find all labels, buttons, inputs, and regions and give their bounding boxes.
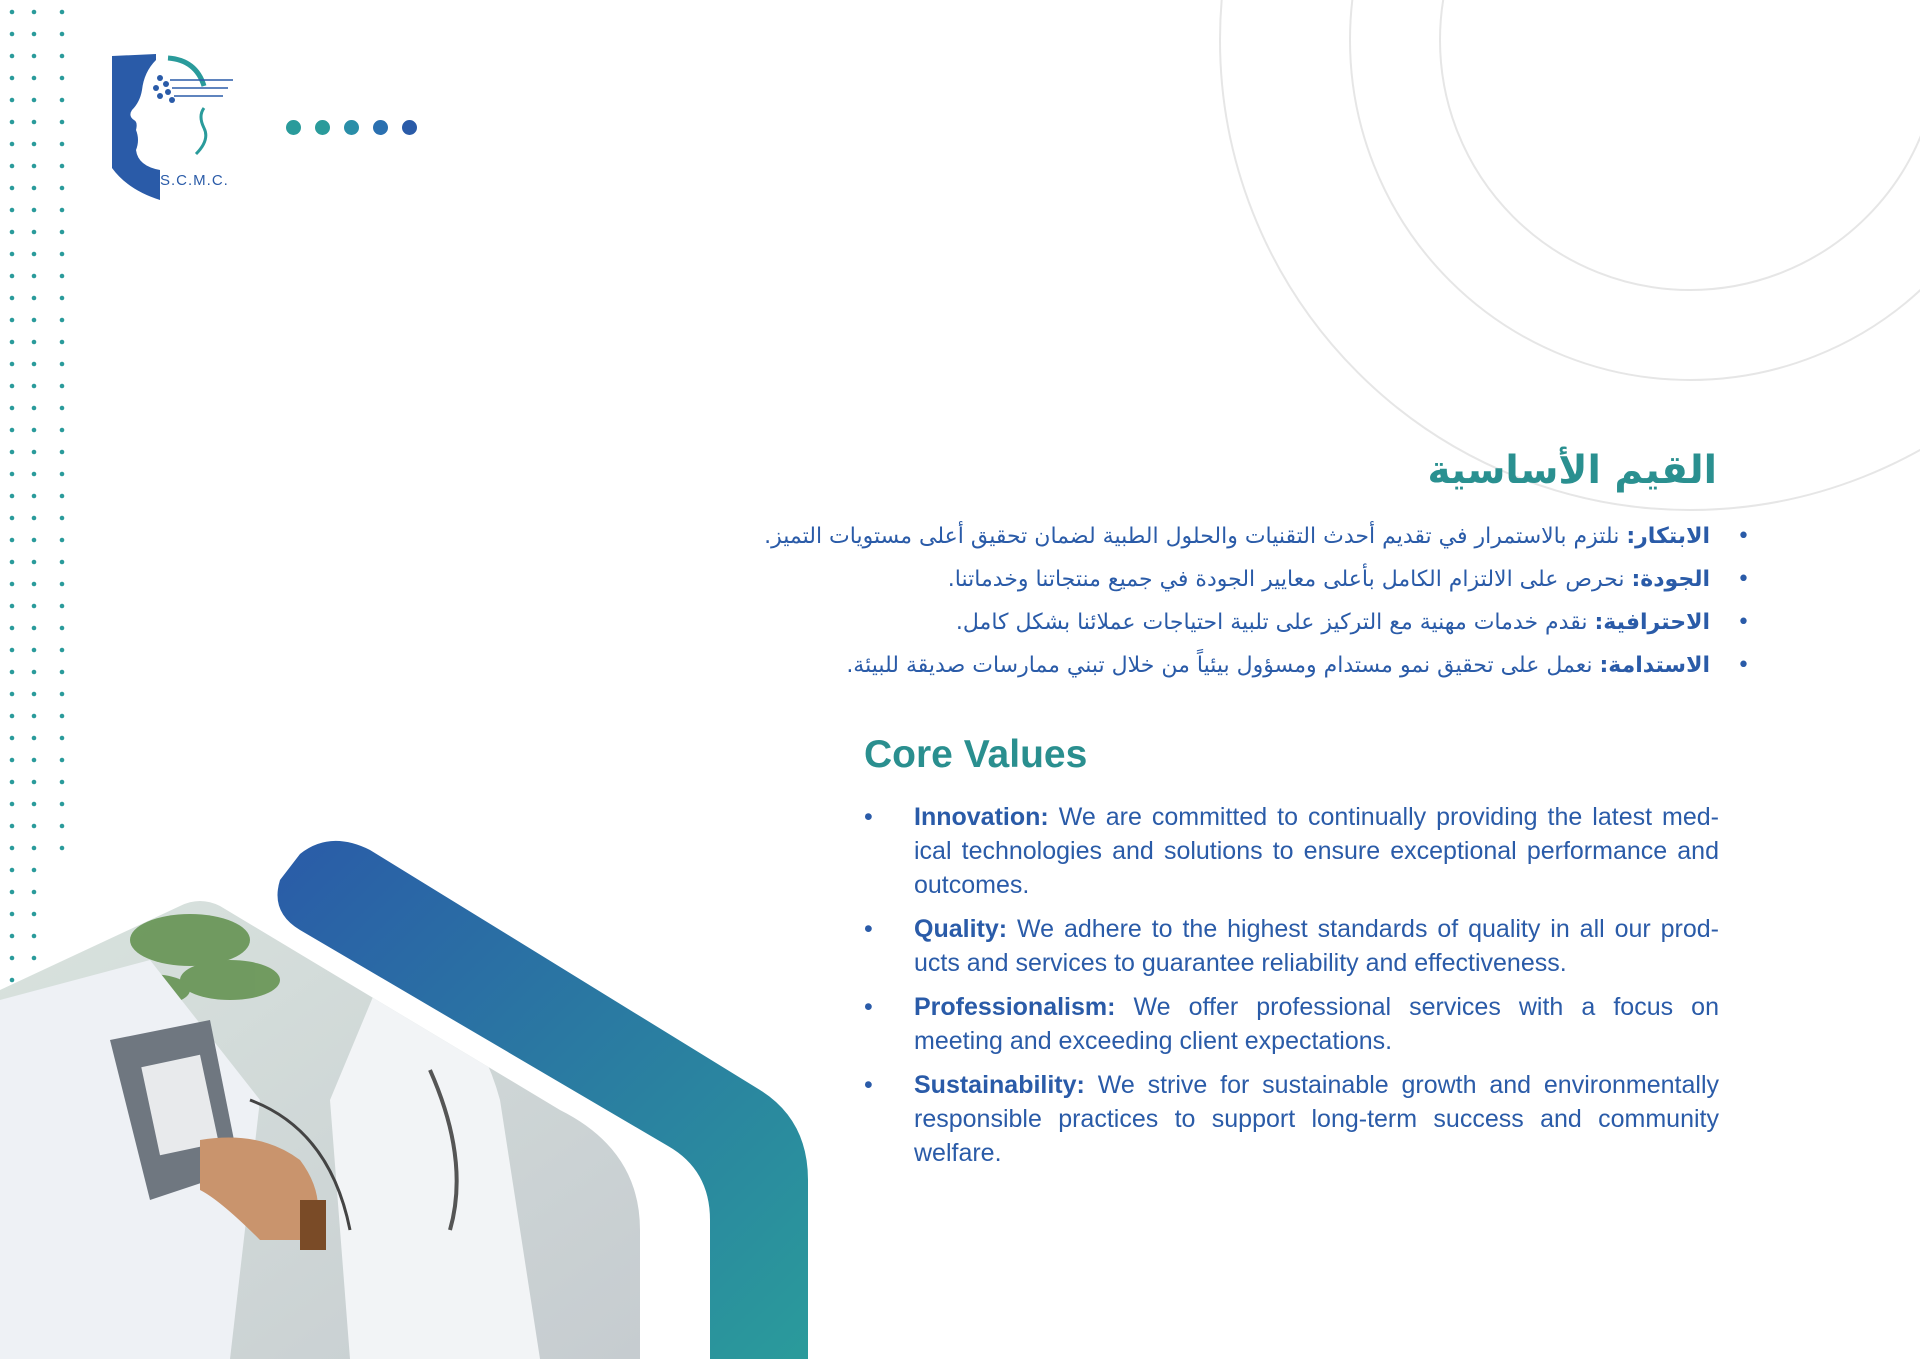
decor-dot (32, 560, 37, 565)
value-term: Innovation: (914, 803, 1049, 831)
decor-dot (32, 780, 37, 785)
value-term: الاستدامة: (1599, 653, 1710, 678)
value-text: We adhere to the highest standards of quality in all our prod-ucts and services to guarantee reliability and effectiveness. (914, 915, 1719, 977)
header-dots (286, 120, 417, 135)
decor-dot (32, 582, 37, 587)
bullet: • (864, 1071, 873, 1099)
list-item (864, 990, 1719, 1058)
bullet: • (1737, 610, 1750, 635)
decor-dot (10, 802, 15, 807)
value-term: الجودة: (1631, 567, 1710, 592)
list-item (864, 800, 1719, 902)
decor-dot (10, 582, 15, 587)
decor-dot (10, 780, 15, 785)
decor-dot (32, 736, 37, 741)
value-term: Professionalism: (914, 993, 1116, 1021)
bullet: • (864, 803, 873, 831)
decor-dot (32, 758, 37, 763)
value-text: نحرص على الالتزام الكامل بأعلى معايير الجودة في جميع منتجاتنا وخدماتنا. (947, 567, 1632, 592)
logo-text: S.C.M.C. (160, 172, 229, 189)
header-dot (315, 120, 330, 135)
decor-dot (60, 780, 65, 785)
bullet: • (1737, 567, 1750, 592)
list-item (550, 601, 1750, 644)
value-term: Sustainability: (914, 1071, 1085, 1099)
decor-dot (60, 582, 65, 587)
decor-dot (60, 758, 65, 763)
decor-dot (60, 714, 65, 719)
decor-dot (60, 626, 65, 631)
header-dot (402, 120, 417, 135)
decor-dot (32, 626, 37, 631)
doctor-photo (0, 900, 640, 1359)
decor-dot (32, 692, 37, 697)
value-text: نلتزم بالاستمرار في تقديم أحدث التقنيات والحلول الطبية لضمان تحقيق أعلى مستويات التميز. (764, 524, 1627, 549)
value-text: We are committed to continually providing the latest med-ical technologies and solutions to ensure exceptional performance and outcomes. (914, 803, 1719, 899)
header-dot (344, 120, 359, 135)
bullet: • (864, 993, 873, 1021)
decor-dot (60, 604, 65, 609)
value-text: We strive for sustainable growth and environmentally responsible practices to support long-term success and community welfare. (914, 1071, 1719, 1167)
decor-dot (32, 648, 37, 653)
value-term: الاحترافية: (1594, 610, 1710, 635)
decor-dot (32, 670, 37, 675)
english-values-list (864, 800, 1719, 1180)
list-item (864, 912, 1719, 980)
decor-dot (60, 648, 65, 653)
decor-dot (60, 692, 65, 697)
decor-dot (60, 802, 65, 807)
arabic-title: القيم الأساسية (1427, 448, 1717, 493)
decor-dot (10, 604, 15, 609)
decor-dot (32, 604, 37, 609)
list-item (550, 515, 1750, 558)
header-dot (286, 120, 301, 135)
decor-dot (60, 736, 65, 741)
value-term: Quality: (914, 915, 1008, 943)
value-term: الابتكار: (1626, 524, 1710, 549)
bullet: • (1737, 524, 1750, 549)
value-text: نقدم خدمات مهنية مع التركيز على تلبية احتياجات عملائنا بشكل كامل. (955, 610, 1595, 635)
decor-dot (60, 670, 65, 675)
english-title: Core Values (864, 733, 1088, 776)
decor-dot (10, 736, 15, 741)
list-item (550, 644, 1750, 687)
decor-dot (10, 626, 15, 631)
list-item (550, 558, 1750, 601)
decor-dot (60, 560, 65, 565)
decor-dot (10, 692, 15, 697)
decor-dot (10, 758, 15, 763)
bullet: • (1737, 653, 1750, 678)
decor-dot (32, 714, 37, 719)
value-text: نعمل على تحقيق نمو مستدام ومسؤول بيئياً من خلال تبني ممارسات صديقة للبيئة. (846, 653, 1600, 678)
value-text: We offer professional services with a focus on meeting and exceeding client expectations. (914, 993, 1719, 1055)
decor-dot (10, 560, 15, 565)
decor-dot (10, 648, 15, 653)
decor-dot (10, 670, 15, 675)
decor-dot (32, 802, 37, 807)
list-item (864, 1068, 1719, 1170)
header-dot (373, 120, 388, 135)
decor-dot (10, 714, 15, 719)
arabic-values-list (550, 515, 1750, 687)
bullet: • (864, 915, 873, 943)
